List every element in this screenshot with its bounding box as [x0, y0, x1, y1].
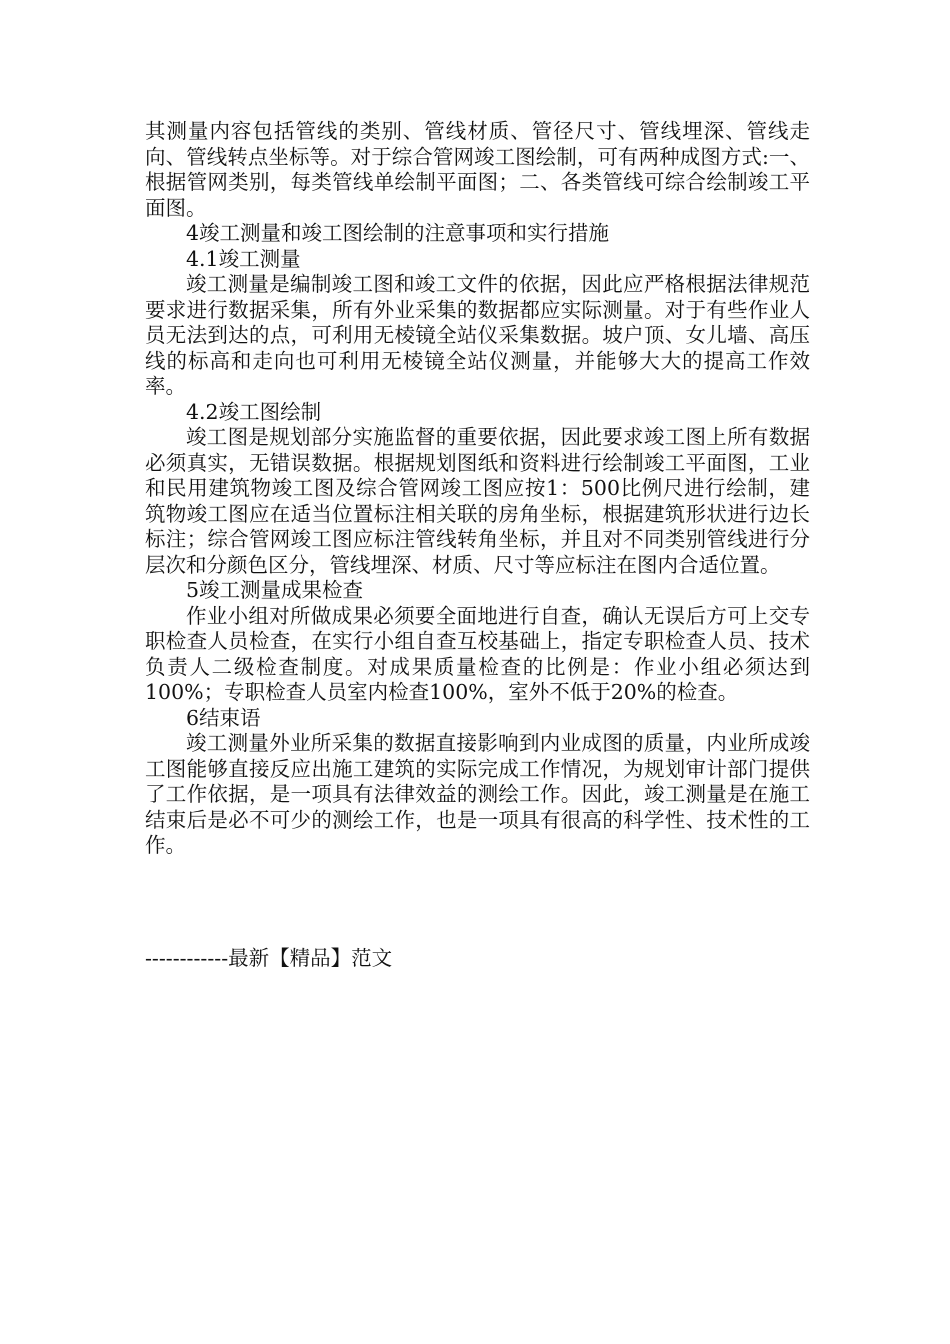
section-heading-4: 4竣工测量和竣工图绘制的注意事项和实行措施	[186, 221, 610, 245]
paragraph-6: 竣工测量外业所采集的数据直接影响到内业成图的质量，内业所成竣工图能够直接反应出施工建筑的实际完成工作情况，为规划审计部门提供了工作依据，是一项具有法律效益的测绘工作。因此，竣工测量是在施工结束后是必不可少的测绘工作，也是一项具有很高的科学性、技术性的工作。	[145, 731, 810, 857]
paragraph-4-2: 竣工图是规划部分实施监督的重要依据，因此要求竣工图上所有数据必须真实，无错误数据。根据规划图纸和资料进行绘制竣工平面图，工业和民用建筑物竣工图及综合管网竣工图应按1：500比例尺进行绘制，建筑物竣工图应在适当位置标注相关联的房角坐标，根据建筑形状进行边长标注；综合管网竣工图应标注管线转角坐标，并且对不同类别管线进行分层次和分颜色区分，管线埋深、材质、尺寸等应标注在图内合适位置。	[145, 425, 810, 577]
section-heading-5: 5竣工测量成果检查	[186, 578, 364, 602]
footer-note: ------------最新【精品】范文	[145, 946, 393, 970]
section-heading-4-1: 4.1竣工测量	[186, 246, 301, 271]
paragraph-5: 作业小组对所做成果必须要全面地进行自查，确认无误后方可上交专职检查人员检查，在实行小组自查互校基础上，指定专职检查人员、技术负责人二级检查制度。对成果质量检查的比例是：作业小组必须达到100%；专职检查人员室内检查100%，室外不低于20%的检查。	[145, 603, 810, 704]
section-heading-4-2: 4.2竣工图绘制	[186, 399, 322, 424]
paragraph-continued: 其测量内容包括管线的类别、管线材质、管径尺寸、管线埋深、管线走向、管线转点坐标等。对于综合管网竣工图绘制，可有两种成图方式:一、根据管网类别，每类管线单绘制平面图；二、各类管线可综合绘制竣工平面图。	[145, 119, 810, 220]
section-heading-6: 6结束语	[186, 705, 261, 730]
paragraph-4-1: 竣工测量是编制竣工图和竣工文件的依据，因此应严格根据法律规范要求进行数据采集，所有外业采集的数据都应实际测量。对于有些作业人员无法到达的点，可利用无棱镜全站仪采集数据。坡户顶、女儿墙、高压线的标高和走向也可利用无棱镜全站仪测量，并能够大大的提高工作效率。	[145, 272, 810, 398]
document-body	[145, 119, 810, 859]
